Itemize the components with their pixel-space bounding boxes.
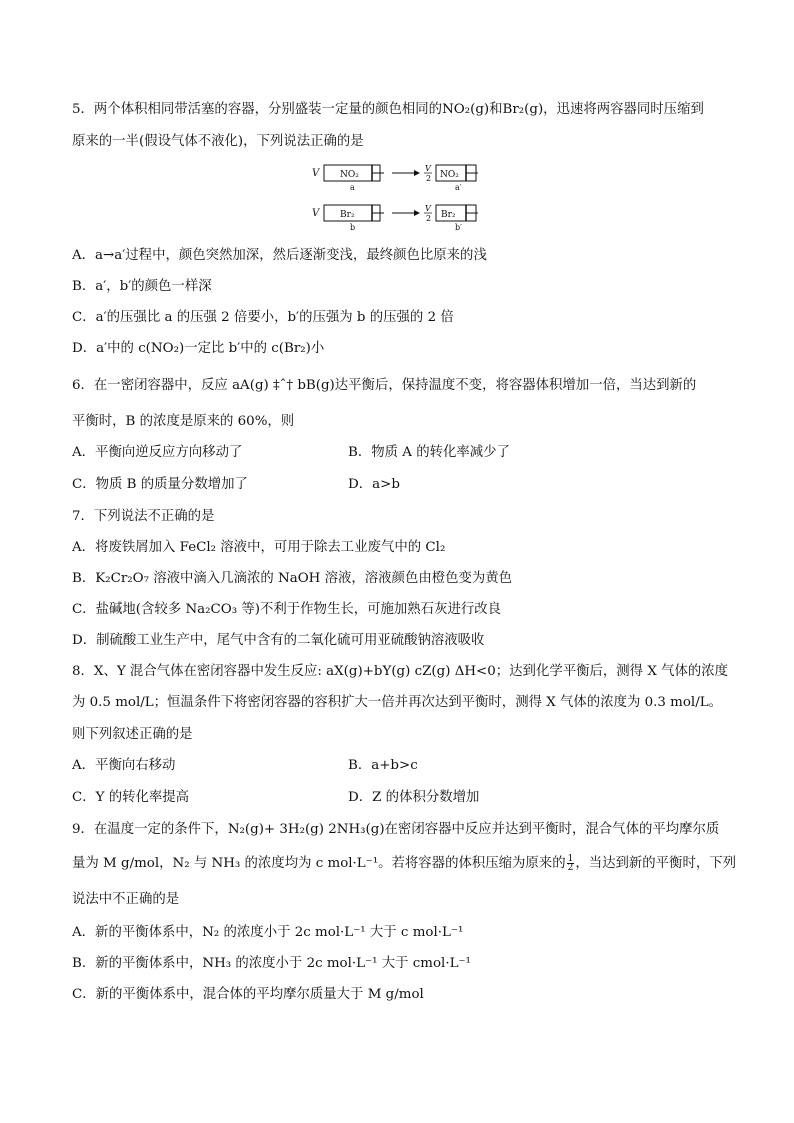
fraction-denominator: 2	[567, 863, 574, 873]
q8-option-a: A．平衡向右移动	[72, 758, 176, 773]
container-a-gas: NO₂	[340, 170, 359, 180]
container-b-label: b	[350, 223, 356, 232]
fraction-numerator: 1	[567, 854, 574, 864]
q9-stem-line2	[72, 855, 736, 873]
q5-option-b: B．a′，b′的颜色一样深	[72, 279, 212, 294]
container-a-prime-label: a′	[455, 183, 462, 192]
q8-option-b: B．a+b>c	[348, 758, 418, 773]
q9-option-c: C．新的平衡体系中，混合体的平均摩尔质量大于 M g/mol	[72, 987, 424, 1002]
q5-option-d: D．a′中的 c(NO₂)一定比 b′中的 c(Br₂)小	[72, 341, 325, 356]
q8-stem-line3: 则下列叙述正确的是	[72, 727, 193, 742]
container-a-label: a	[350, 183, 355, 192]
q6-option-c: C．物质 B 的质量分数增加了	[72, 477, 248, 492]
q6-stem-line1: 6．在一密闭容器中，反应 aA(g) ‡ˆ† bB(g)达平衡后，保持温度不变，将容器体积增加一倍，当达到新的	[72, 378, 697, 393]
q9-stem-line3: 说法中不正确的是	[72, 892, 180, 907]
fraction-one-half	[567, 855, 575, 872]
q7-option-b: B．K₂Cr₂O₇ 溶液中滴入几滴浓的 NaOH 溶液，溶液颜色由橙色变为黄色	[72, 571, 513, 586]
q6-option-d: D．a>b	[348, 477, 400, 492]
q8-option-c: C．Y 的转化率提高	[72, 790, 190, 805]
q8-stem-line2: 为 0.5 mol/L；恒温条件下将密闭容器的容积扩大一倍并再次达到平衡时，测得 X 气体的浓度为 0.3 mol/L。	[72, 695, 723, 710]
volume-label-v-bottom: V	[312, 208, 320, 219]
q5-option-a: A．a→a′过程中，颜色突然加深，然后逐渐变浅，最终颜色比原来的浅	[72, 248, 487, 263]
half-volume-den-bottom: 2	[426, 214, 432, 223]
container-a-prime-gas: NO₂	[440, 170, 459, 180]
q6-option-b: B．物质 A 的转化率减少了	[348, 445, 510, 460]
half-volume-num-top: V	[425, 164, 431, 173]
container-b-prime-label: b′	[455, 223, 462, 232]
q7-option-d: D．制硫酸工业生产中，尾气中含有的二氧化硫可用亚硫酸钠溶液吸收	[72, 633, 485, 648]
q9-stem-line1: 9．在温度一定的条件下，N₂(g)+ 3H₂(g) 2NH₃(g)在密闭容器中反应并达到平衡时，混合气体的平均摩尔质	[72, 822, 720, 837]
q9-option-a: A．新的平衡体系中，N₂ 的浓度小于 2c mol·L⁻¹ 大于 c mol·L⁻¹	[72, 925, 464, 940]
q8-stem-line1: 8．X、Y 混合气体在密闭容器中发生反应: aX(g)+bY(g) cZ(g) ΔH<0；达到化学平衡后，测得 X 气体的浓度	[72, 664, 729, 679]
half-volume-den-top: 2	[426, 174, 432, 183]
q5-option-c: C．a′的压强比 a 的压强 2 倍要小，b′的压强为 b 的压强的 2 倍	[72, 310, 454, 325]
half-volume-num-bottom: V	[425, 204, 431, 213]
q9-stem-line2-post: ，当达到新的平衡时，下列	[575, 856, 737, 871]
q5-container-diagram	[310, 160, 490, 238]
container-b-prime-gas: Br₂	[441, 210, 456, 220]
q8-option-d: D．Z 的体积分数增加	[348, 790, 480, 805]
q9-stem-line2-pre: 量为 M g/mol，N₂ 与 NH₃ 的浓度均为 c mol·L⁻¹。若将容器的体积压缩为原来的	[72, 856, 566, 871]
q6-stem-line2: 平衡时，B 的浓度是原来的 60%，则	[72, 414, 295, 429]
q7-option-c: C．盐碱地(含较多 Na₂CO₃ 等)不利于作物生长，可施加熟石灰进行改良	[72, 602, 502, 617]
q9-option-b: B．新的平衡体系中，NH₃ 的浓度小于 2c mol·L⁻¹ 大于 cmol·L⁻¹	[72, 956, 471, 971]
q5-stem-line1: 5．两个体积相同带活塞的容器，分别盛装一定量的颜色相同的NO₂(g)和Br₂(g)，迅速将两容器同时压缩到	[72, 102, 704, 117]
q7-stem: 7．下列说法不正确的是	[72, 509, 215, 524]
q5-stem-line2: 原来的一半(假设气体不液化)，下列说法正确的是	[72, 134, 364, 149]
container-b-gas: Br₂	[340, 210, 355, 220]
volume-label-v-top: V	[312, 168, 320, 179]
q7-option-a: A．将废铁屑加入 FeCl₂ 溶液中，可用于除去工业废气中的 Cl₂	[72, 540, 446, 555]
q6-option-a: A．平衡向逆反应方向移动了	[72, 445, 243, 460]
